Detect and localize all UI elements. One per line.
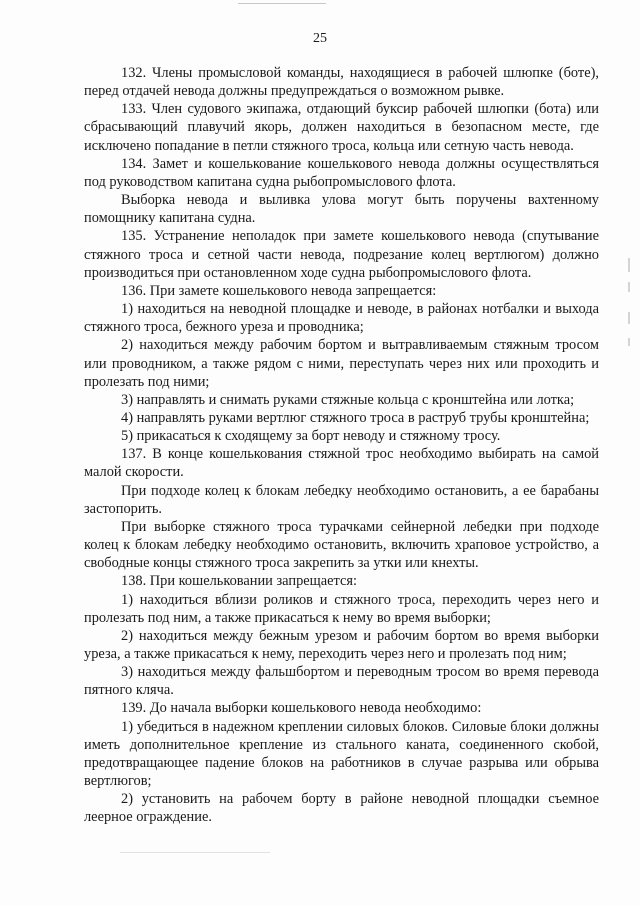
list-item-138-2: 2) находиться между бежным урезом и рабочим бортом во время выборки уреза, а также прикасаться к нему, переходить через него и пролезать под ним; — [84, 627, 599, 662]
scan-artifact — [628, 338, 630, 346]
paragraph-137-continued-1: При подходе колец к блокам лебедку необходимо остановить, а ее барабаны застопорить. — [84, 482, 599, 517]
list-item-136-5: 5) прикасаться к сходящему за борт неводу и стяжному тросу. — [121, 428, 501, 445]
paragraph-134-continued: Выборка невода и выливка улова могут быть поручены вахтенному помощнику капитана судна. — [84, 192, 599, 227]
page-number: 25 — [313, 31, 327, 46]
scan-artifact — [628, 258, 630, 272]
paragraph-136: 136. При замете кошелькового невода запрещается: — [121, 282, 437, 299]
paragraph-137: 137. В конце кошелькования стяжной трос необходимо выбирать на самой малой скорости. — [84, 446, 599, 481]
list-item-136-4: 4) направлять руками вертлюг стяжного троса в раструб трубы кронштейна; — [121, 409, 590, 426]
document-body — [84, 64, 599, 827]
paragraph-137-continued-2: При выборке стяжного троса турачками сейнерной лебедки при подходе колец к блокам лебедку необходимо остановить, включить храповое устройство, а свободные концы стяжного троса закрепить за утки или кнехты. — [84, 518, 599, 572]
scan-artifact — [628, 312, 630, 324]
scan-artifact — [628, 282, 630, 292]
scan-edge-mark — [238, 3, 326, 4]
list-item-138-1: 1) находиться вблизи роликов и стяжного троса, переходить через него и пролезать под ним, а также прикасаться к нему во время выборки; — [84, 591, 599, 626]
list-item-138-3: 3) находиться между фальшбортом и переводным тросом во время перевода пятного кляча. — [84, 664, 599, 699]
list-item-136-2: 2) находиться между рабочим бортом и вытравливаемым стяжным тросом или проводником, а также рядом с ними, переступать через них или проходить и пролезать под ними; — [84, 337, 599, 390]
list-item-136-1: 1) находиться на неводной площадке и неводе, в районах нотбалки и выхода стяжного троса, бежного уреза и проводника; — [84, 301, 599, 336]
paragraph-138: 138. При кошельковании запрещается: — [121, 573, 357, 590]
scan-edge-mark — [120, 852, 270, 853]
paragraph-134: 134. Замет и кошелькование кошелькового невода должны осуществляться под руководством капитана судна рыбопромыслового флота. — [84, 155, 599, 190]
paragraph-139: 139. До начала выборки кошелькового невода необходимо: — [121, 700, 482, 717]
paragraph-133: 133. Член судового экипажа, отдающий буксир рабочей шлюпки (бота) или сбрасывающий плавучий якорь, должен находиться в безопасном месте, где исключено попадание в петли стяжного троса, кольца или сетную часть невода. — [84, 101, 599, 154]
paragraph-135: 135. Устранение неполадок при замете кошелькового невода (спутывание стяжного троса и сетной части невода, подрезание колец вертлюгом) должно производиться при остановленном ходе судна рыбопромыслового флота. — [84, 228, 599, 281]
list-item-136-3: 3) направлять и снимать руками стяжные кольца с кронштейна или лотка; — [121, 391, 575, 408]
list-item-139-2: 2) установить на рабочем борту в районе неводной площадки съемное леерное ограждение. — [84, 791, 599, 826]
list-item-139-1: 1) убедиться в надежном креплении силовых блоков. Силовые блоки должны иметь дополнительное крепление из стального каната, соединенного скобой, предотвращающее падение блоков на работников в случае разрыва или обрыва вертлюгов; — [84, 718, 599, 790]
paragraph-132: 132. Члены промысловой команды, находящиеся в рабочей шлюпке (боте), перед отдачей невода должны предупреждаться о возможном рывке. — [84, 65, 599, 100]
